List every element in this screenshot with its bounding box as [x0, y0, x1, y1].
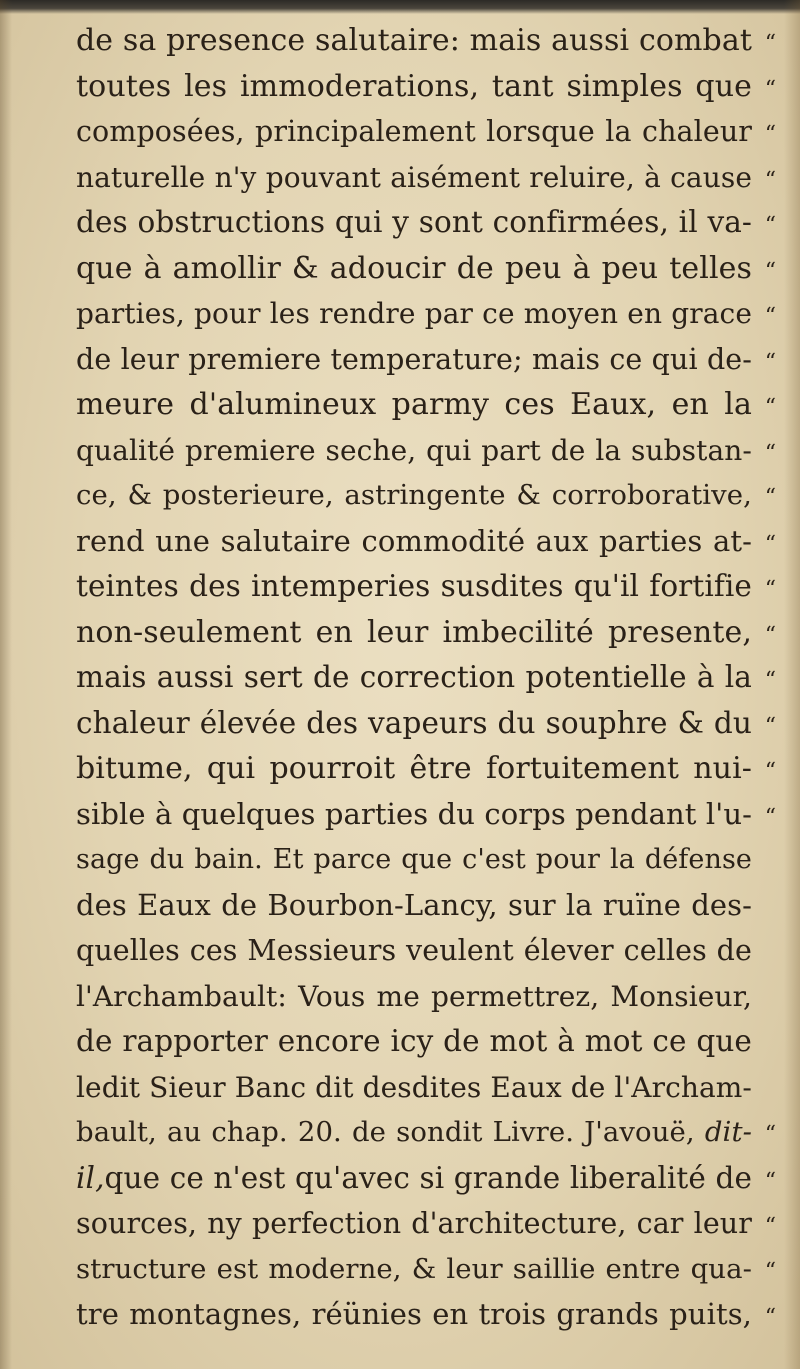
text-line — [76, 1156, 776, 1202]
text-line — [76, 519, 776, 565]
line-text — [76, 1156, 752, 1202]
quote-mark: “ — [764, 531, 776, 557]
page-top-shadow — [0, 0, 800, 14]
line-text: chaleur élevée des vapeurs du souphre & du — [76, 705, 752, 740]
line-text: rend une salutaire commodité aux parties at- — [76, 523, 752, 558]
text-line — [76, 1292, 776, 1338]
quote-mark: “ — [764, 622, 776, 648]
line-text: naturelle n'y pouvant aisément reluire, à cause — [76, 160, 752, 194]
line-text-roman: bault, au chap. 20. de sondit Livre. J'avouë, — [76, 1116, 695, 1148]
text-line — [76, 792, 776, 838]
text-line — [76, 337, 776, 383]
quote-mark: “ — [764, 1122, 776, 1147]
text-line — [76, 1065, 776, 1111]
page-right-edge — [784, 0, 800, 1369]
quote-mark: “ — [764, 31, 776, 56]
page-left-edge — [0, 0, 12, 1369]
text-line — [76, 746, 776, 792]
quote-mark: “ — [764, 258, 776, 284]
quote-mark: “ — [764, 167, 776, 193]
text-line — [76, 155, 776, 201]
text-line — [76, 382, 776, 428]
line-text: des obstructions qui y sont confirmées, il va- — [76, 205, 752, 239]
quote-mark: “ — [764, 1258, 776, 1284]
line-text-italic: il, — [76, 1160, 105, 1195]
line-text: tre montagnes, réünies en trois grands puits, — [76, 1297, 752, 1331]
line-text: des Eaux de Bourbon-Lancy, sur la ruïne des- — [76, 887, 752, 922]
line-text: de leur premiere temperature; mais ce qui de- — [76, 342, 752, 376]
text-line — [76, 564, 776, 610]
text-line — [76, 1247, 776, 1293]
text-line — [76, 1110, 776, 1156]
quote-mark: “ — [764, 76, 776, 102]
quote-mark: “ — [764, 349, 776, 375]
quote-mark: “ — [764, 485, 776, 510]
text-line — [76, 610, 776, 656]
line-text: bitume, qui pourroit être fortuitement nui- — [76, 751, 752, 786]
text-line — [76, 701, 776, 747]
quote-mark: “ — [764, 304, 776, 329]
text-line — [76, 291, 776, 337]
quote-mark: “ — [764, 668, 776, 693]
text-line — [76, 928, 776, 974]
text-line — [76, 1019, 776, 1065]
quote-mark: “ — [764, 713, 776, 739]
line-text — [76, 1110, 752, 1156]
quote-mark: “ — [764, 759, 776, 784]
quote-mark: “ — [764, 122, 776, 147]
text-line — [76, 428, 776, 474]
line-text: non-seulement en leur imbecilité presente, — [76, 614, 752, 650]
line-text: parties, pour les rendre par ce moyen en grace — [76, 297, 752, 330]
line-text: composées, principalement lorsque la chaleur — [76, 115, 752, 148]
text-line — [76, 200, 776, 246]
text-line — [76, 883, 776, 929]
line-text: l'Archambault: Vous me permettrez, Monsieur, — [76, 979, 752, 1013]
line-text: meure d'alumineux parmy ces Eaux, en la — [76, 387, 752, 422]
line-text: sources, ny perfection d'architecture, car leur — [76, 1207, 752, 1240]
line-text: teintes des intemperies susdites qu'il fortifie — [76, 569, 752, 603]
text-line — [76, 473, 776, 519]
line-text: qualité premiere seche, qui part de la substan- — [76, 433, 752, 467]
text-line — [76, 1201, 776, 1247]
line-text: structure est moderne, & leur saillie entre qua- — [76, 1252, 752, 1285]
text-line — [76, 655, 776, 701]
line-text: sage du bain. Et parce que c'est pour la défense — [76, 844, 752, 875]
line-text: sible à quelques parties du corps pendant l'u- — [76, 796, 752, 831]
quote-mark: “ — [764, 395, 776, 420]
line-text: de sa presence salutaire: mais aussi combat — [76, 23, 752, 58]
text-line — [76, 246, 776, 292]
quote-mark: “ — [764, 1168, 776, 1194]
page-text-block — [76, 18, 776, 1338]
quote-mark: “ — [764, 804, 776, 830]
line-text-roman: que ce n'est qu'avec si grande liberalité de — [104, 1160, 752, 1195]
line-text: toutes les immoderations, tant simples que — [76, 68, 752, 104]
quote-mark: “ — [764, 1305, 776, 1330]
text-line — [76, 837, 776, 883]
quote-mark: “ — [764, 213, 776, 238]
quote-mark: “ — [764, 440, 776, 466]
line-text: mais aussi sert de correction potentielle à la — [76, 660, 752, 694]
text-line — [76, 64, 776, 110]
line-text-italic: dit- — [704, 1116, 752, 1148]
quote-mark: “ — [764, 1214, 776, 1239]
quote-mark: “ — [764, 577, 776, 602]
line-text: quelles ces Messieurs veulent élever celles de — [76, 934, 752, 967]
line-text: ledit Sieur Banc dit desdites Eaux de l'Archam- — [76, 1070, 752, 1104]
text-line — [76, 18, 776, 64]
line-text: que à amollir & adoucir de peu à peu telles — [76, 250, 752, 286]
text-line — [76, 109, 776, 155]
text-line — [76, 974, 776, 1020]
line-text: ce, & posterieure, astringente & corroborative, — [76, 479, 752, 511]
line-text: de rapporter encore icy de mot à mot ce que — [76, 1024, 752, 1058]
